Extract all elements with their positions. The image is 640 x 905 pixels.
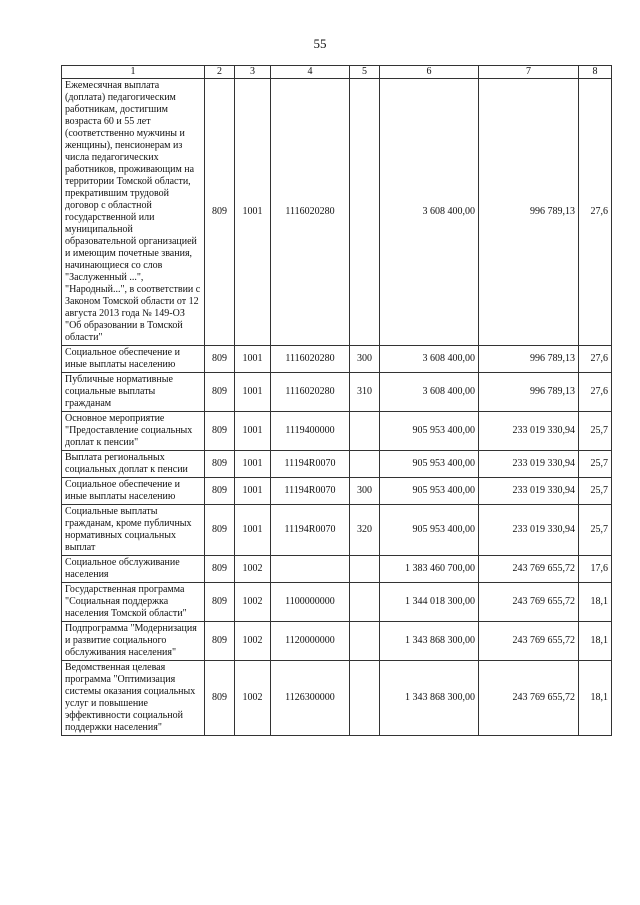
- cell-expense-type: [350, 556, 380, 583]
- table-row: [62, 622, 612, 661]
- cell-plan: 3 608 400,00: [380, 346, 479, 373]
- cell-percent: 27,6: [579, 373, 612, 412]
- cell-expense-type: [350, 661, 380, 736]
- table-row: [62, 346, 612, 373]
- cell-plan: 3 608 400,00: [380, 373, 479, 412]
- cell-expense-type: 310: [350, 373, 380, 412]
- col-header: 8: [579, 66, 612, 79]
- cell-ministry-code: 809: [205, 583, 235, 622]
- cell-actual: 243 769 655,72: [479, 661, 579, 736]
- cell-actual: 233 019 330,94: [479, 505, 579, 556]
- cell-ministry-code: 809: [205, 373, 235, 412]
- cell-target-code: [271, 556, 350, 583]
- row-name: Государственная программа "Социальная поддержка населения Томской области": [62, 583, 205, 622]
- col-header: 6: [380, 66, 479, 79]
- cell-expense-type: 300: [350, 478, 380, 505]
- cell-ministry-code: 809: [205, 451, 235, 478]
- table-row: [62, 412, 612, 451]
- cell-plan: 905 953 400,00: [380, 451, 479, 478]
- cell-section-code: 1001: [235, 412, 271, 451]
- col-header: 1: [62, 66, 205, 79]
- cell-target-code: 1120000000: [271, 622, 350, 661]
- cell-percent: 25,7: [579, 451, 612, 478]
- row-name: Ведомственная целевая программа "Оптимизация системы оказания социальных услуг и повышение эффективности социальной поддержки населения": [62, 661, 205, 736]
- cell-expense-type: [350, 79, 380, 346]
- cell-ministry-code: 809: [205, 346, 235, 373]
- cell-expense-type: [350, 412, 380, 451]
- cell-plan: 905 953 400,00: [380, 478, 479, 505]
- cell-section-code: 1002: [235, 583, 271, 622]
- cell-actual: 996 789,13: [479, 346, 579, 373]
- col-header: 4: [271, 66, 350, 79]
- page-number: 55: [313, 36, 327, 51]
- table-row: [62, 505, 612, 556]
- cell-section-code: 1001: [235, 451, 271, 478]
- cell-target-code: 1116020280: [271, 346, 350, 373]
- cell-actual: 243 769 655,72: [479, 556, 579, 583]
- cell-ministry-code: 809: [205, 622, 235, 661]
- cell-percent: 25,7: [579, 412, 612, 451]
- row-name: Ежемесячная выплата (доплата) педагогическим работникам, достигшим возраста 60 и 55 лет (соответственно мужчины и женщины), пенсионерам из числа педагогических работников, проживающим на территории Томской области, прекратившим трудовой договор с областной государственной или муниципальной образовательной организацией и имеющим почетные звания, начинающиеся со слов "Заслуженный ...", "Народный...", в соответствии с Законом Томской области от 12 августа 2013 года № 149-ОЗ "Об образовании в Томской области": [62, 79, 205, 346]
- cell-percent: 27,6: [579, 79, 612, 346]
- cell-expense-type: 320: [350, 505, 380, 556]
- row-name: Социальное обслуживание населения: [62, 556, 205, 583]
- cell-percent: 18,1: [579, 661, 612, 736]
- row-name: Подпрограмма "Модернизация и развитие социального обслуживания населения": [62, 622, 205, 661]
- cell-ministry-code: 809: [205, 478, 235, 505]
- cell-ministry-code: 809: [205, 412, 235, 451]
- cell-percent: 18,1: [579, 583, 612, 622]
- cell-section-code: 1001: [235, 478, 271, 505]
- header-row: [62, 66, 612, 79]
- row-name: Социальное обеспечение и иные выплаты населению: [62, 346, 205, 373]
- row-name: Основное мероприятие "Предоставление социальных доплат к пенсии": [62, 412, 205, 451]
- cell-expense-type: 300: [350, 346, 380, 373]
- table-row: [62, 661, 612, 736]
- cell-section-code: 1001: [235, 346, 271, 373]
- cell-target-code: 1126300000: [271, 661, 350, 736]
- cell-percent: 25,7: [579, 505, 612, 556]
- col-header: 3: [235, 66, 271, 79]
- cell-percent: 27,6: [579, 346, 612, 373]
- cell-plan: 1 383 460 700,00: [380, 556, 479, 583]
- cell-actual: 996 789,13: [479, 79, 579, 346]
- cell-section-code: 1002: [235, 661, 271, 736]
- cell-percent: 17,6: [579, 556, 612, 583]
- cell-plan: 1 343 868 300,00: [380, 661, 479, 736]
- cell-plan: 1 343 868 300,00: [380, 622, 479, 661]
- cell-actual: 243 769 655,72: [479, 583, 579, 622]
- col-header: 2: [205, 66, 235, 79]
- cell-plan: 3 608 400,00: [380, 79, 479, 346]
- cell-plan: 1 344 018 300,00: [380, 583, 479, 622]
- cell-section-code: 1001: [235, 373, 271, 412]
- cell-plan: 905 953 400,00: [380, 505, 479, 556]
- table-row: [62, 79, 612, 346]
- cell-ministry-code: 809: [205, 556, 235, 583]
- cell-plan: 905 953 400,00: [380, 412, 479, 451]
- cell-actual: 996 789,13: [479, 373, 579, 412]
- cell-percent: 18,1: [579, 622, 612, 661]
- budget-table: [61, 65, 612, 736]
- cell-target-code: 1116020280: [271, 79, 350, 346]
- row-name: Выплата региональных социальных доплат к пенсии: [62, 451, 205, 478]
- cell-target-code: 1119400000: [271, 412, 350, 451]
- cell-expense-type: [350, 451, 380, 478]
- table-row: [62, 583, 612, 622]
- row-name: Публичные нормативные социальные выплаты гражданам: [62, 373, 205, 412]
- table-row: [62, 478, 612, 505]
- cell-ministry-code: 809: [205, 661, 235, 736]
- cell-ministry-code: 809: [205, 79, 235, 346]
- cell-target-code: 11194R0070: [271, 505, 350, 556]
- cell-actual: 233 019 330,94: [479, 451, 579, 478]
- cell-section-code: 1001: [235, 505, 271, 556]
- col-header: 5: [350, 66, 380, 79]
- cell-target-code: 11194R0070: [271, 478, 350, 505]
- row-name: Социальное обеспечение и иные выплаты населению: [62, 478, 205, 505]
- table-row: [62, 373, 612, 412]
- cell-target-code: 1116020280: [271, 373, 350, 412]
- cell-section-code: 1002: [235, 622, 271, 661]
- cell-ministry-code: 809: [205, 505, 235, 556]
- table-row: [62, 556, 612, 583]
- cell-expense-type: [350, 622, 380, 661]
- cell-actual: 233 019 330,94: [479, 478, 579, 505]
- cell-section-code: 1001: [235, 79, 271, 346]
- cell-actual: 233 019 330,94: [479, 412, 579, 451]
- table-row: [62, 451, 612, 478]
- cell-percent: 25,7: [579, 478, 612, 505]
- cell-actual: 243 769 655,72: [479, 622, 579, 661]
- cell-target-code: 1100000000: [271, 583, 350, 622]
- col-header: 7: [479, 66, 579, 79]
- cell-expense-type: [350, 583, 380, 622]
- cell-target-code: 11194R0070: [271, 451, 350, 478]
- cell-section-code: 1002: [235, 556, 271, 583]
- row-name: Социальные выплаты гражданам, кроме публичных нормативных социальных выплат: [62, 505, 205, 556]
